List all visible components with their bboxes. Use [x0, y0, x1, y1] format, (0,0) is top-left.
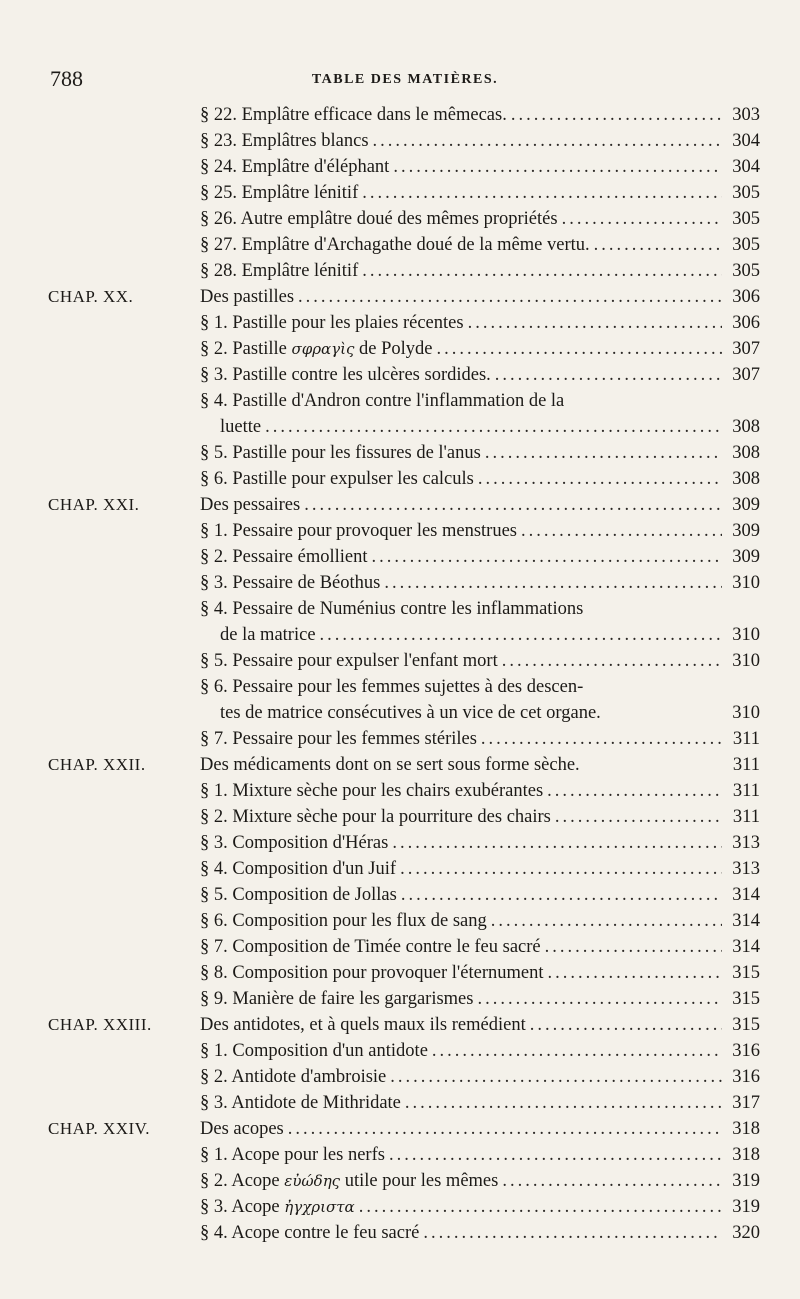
section-title: § 3. Composition d'Héras	[200, 833, 389, 853]
page-ref: 305	[732, 261, 760, 281]
section-title: § 6. Composition pour les flux de sang	[200, 911, 487, 931]
section-title: § 26. Autre emplâtre doué des mêmes propriétés	[200, 209, 558, 229]
page-ref: 306	[732, 313, 760, 333]
toc-row	[48, 1220, 760, 1246]
section-entry	[200, 154, 760, 180]
page-ref: 310	[732, 573, 760, 593]
page-ref: 314	[732, 937, 760, 957]
page-ref: 309	[732, 521, 760, 541]
section-title: § 4. Pessaire de Numénius contre les inflammations	[200, 599, 584, 619]
page-ref: 313	[732, 833, 760, 853]
dot-leader	[562, 206, 722, 232]
toc-row	[48, 180, 760, 206]
page-ref: 316	[732, 1067, 760, 1087]
toc-row	[48, 492, 760, 518]
page-ref: 310	[732, 651, 760, 671]
dot-leader	[468, 310, 722, 336]
section-entry	[200, 1168, 760, 1194]
dot-leader	[298, 284, 722, 310]
page-ref: 304	[732, 157, 760, 177]
chapter-entry	[200, 1116, 760, 1142]
toc-row	[48, 726, 760, 752]
toc-row	[48, 154, 760, 180]
section-entry	[200, 362, 760, 388]
page-ref: 305	[732, 209, 760, 229]
dot-leader	[392, 830, 722, 856]
section-entry	[200, 128, 760, 154]
section-title: § 5. Pastille pour les fissures de l'anus	[200, 443, 481, 463]
dot-leader	[359, 1194, 722, 1220]
toc-row	[48, 258, 760, 284]
dot-leader	[432, 1038, 722, 1064]
section-title-text: § 3. Acope	[200, 1197, 280, 1217]
page-ref: 320	[732, 1223, 760, 1243]
section-title-text: de Polyde	[359, 339, 433, 359]
toc-row	[48, 700, 760, 726]
page-ref: 308	[732, 469, 760, 489]
page-ref: 309	[732, 495, 760, 515]
page-ref: 311	[732, 807, 760, 827]
page-ref: 310	[732, 703, 760, 723]
toc-row	[48, 1194, 760, 1220]
section-entry	[200, 258, 760, 284]
section-entry	[200, 960, 760, 986]
dot-leader	[400, 856, 722, 882]
dot-leader	[401, 882, 722, 908]
section-title: § 3. Antidote de Mithridate	[200, 1093, 401, 1113]
toc-row	[48, 934, 760, 960]
section-title: § 1. Pessaire pour provoquer les menstrues	[200, 521, 518, 541]
section-title-text: § 2. Pastille	[200, 339, 287, 359]
chapter-entry	[200, 284, 760, 310]
section-entry	[200, 336, 760, 362]
toc-row	[48, 570, 760, 596]
page-ref: 305	[732, 183, 760, 203]
page-ref: 307	[732, 365, 760, 385]
section-entry	[200, 986, 760, 1012]
section-entry	[200, 310, 760, 336]
section-entry	[200, 1194, 760, 1220]
page-number: 788	[50, 66, 83, 91]
page-ref: 307	[732, 339, 760, 359]
section-title: § 7. Pessaire pour les femmes stériles	[200, 729, 477, 749]
section-entry	[200, 180, 760, 206]
chapter-number: CHAP. XX.	[48, 287, 134, 306]
chapter-number: CHAP. XXIV.	[48, 1119, 151, 1138]
section-title: § 1. Composition d'un antidote	[200, 1041, 428, 1061]
page-ref: 318	[732, 1145, 760, 1165]
dot-leader	[390, 1064, 722, 1090]
section-title: § 22. Emplâtre efficace dans le mêmecas.	[200, 105, 507, 125]
section-entry	[200, 856, 760, 882]
toc-row	[48, 1090, 760, 1116]
dot-leader	[288, 1116, 722, 1142]
chapter-entry	[200, 492, 760, 518]
page-ref: 314	[732, 885, 760, 905]
section-title: § 24. Emplâtre d'éléphant	[200, 157, 390, 177]
section-continuation	[220, 622, 760, 648]
toc-row	[48, 674, 760, 700]
page-ref: 315	[732, 1015, 760, 1035]
section-entry	[200, 102, 760, 128]
page-ref: 316	[732, 1041, 760, 1061]
toc-row	[48, 362, 760, 388]
page-ref: 311	[732, 729, 760, 749]
page-ref: 314	[732, 911, 760, 931]
dot-leader	[389, 1142, 722, 1168]
toc-row	[48, 336, 760, 362]
chapter-title: Des médicaments dont on se sert sous forme sèche.	[200, 755, 580, 775]
section-entry	[200, 544, 760, 570]
page-ref: 313	[732, 859, 760, 879]
toc-row	[48, 518, 760, 544]
dot-leader	[362, 258, 722, 284]
section-title: § 3. Pastille contre les ulcères sordides.	[200, 365, 491, 385]
section-entry	[200, 1038, 760, 1064]
toc-row	[48, 908, 760, 934]
page-ref: 306	[732, 287, 760, 307]
section-entry	[200, 518, 760, 544]
dot-leader	[372, 544, 723, 570]
section-entry	[200, 830, 760, 856]
section-title	[200, 1168, 498, 1194]
dot-leader	[393, 154, 722, 180]
section-title: tes de matrice consécutives à un vice de cet organe.	[220, 703, 601, 723]
dot-leader	[478, 466, 722, 492]
toc-row	[48, 1064, 760, 1090]
toc-row	[48, 206, 760, 232]
dot-leader	[320, 622, 722, 648]
page-ref: 319	[732, 1197, 760, 1217]
section-entry	[200, 648, 760, 674]
section-title: § 8. Composition pour provoquer l'éternument	[200, 963, 544, 983]
page-ref: 305	[732, 235, 760, 255]
section-title	[200, 1194, 355, 1220]
page-ref: 310	[732, 625, 760, 645]
section-continuation	[220, 414, 760, 440]
section-entry	[200, 804, 760, 830]
chapter-title: Des antidotes, et à quels maux ils remédient	[200, 1015, 526, 1035]
section-entry	[200, 908, 760, 934]
toc-row	[48, 128, 760, 154]
page-ref: 303	[732, 105, 760, 125]
page-ref: 311	[732, 781, 760, 801]
chapter-number: CHAP. XXI.	[48, 495, 140, 514]
toc-row	[48, 544, 760, 570]
dot-leader	[521, 518, 722, 544]
page-ref: 317	[732, 1093, 760, 1113]
dot-leader	[594, 232, 722, 258]
dot-leader	[530, 1012, 722, 1038]
page-ref: 319	[732, 1171, 760, 1191]
toc-row	[48, 232, 760, 258]
dot-leader	[485, 440, 722, 466]
toc-row	[48, 804, 760, 830]
toc-row	[48, 1116, 760, 1142]
section-entry	[200, 440, 760, 466]
toc-row	[48, 648, 760, 674]
page-ref: 315	[732, 989, 760, 1009]
section-title: § 6. Pessaire pour les femmes sujettes à des descen-	[200, 677, 584, 697]
section-entry	[200, 882, 760, 908]
toc-row	[48, 414, 760, 440]
section-entry	[200, 1090, 760, 1116]
section-title: § 2. Antidote d'ambroisie	[200, 1067, 387, 1087]
toc-row	[48, 466, 760, 492]
table-of-contents	[48, 102, 760, 1246]
chapter-entry	[200, 1012, 760, 1038]
section-title: § 25. Emplâtre lénitif	[200, 183, 359, 203]
section-entry	[200, 570, 760, 596]
toc-row	[48, 284, 760, 310]
chapter-title: Des acopes	[200, 1119, 284, 1139]
greek-word: ἠγχριστα	[284, 1198, 355, 1216]
dot-leader	[304, 492, 722, 518]
dot-leader	[547, 778, 722, 804]
chapter-title: Des pastilles	[200, 287, 295, 307]
dot-leader	[477, 986, 722, 1012]
toc-row	[48, 830, 760, 856]
section-title-text: § 2. Acope	[200, 1171, 280, 1191]
page-ref: 308	[732, 443, 760, 463]
section-title: § 28. Emplâtre lénitif	[200, 261, 359, 281]
section-title: § 2. Pessaire émollient	[200, 547, 368, 567]
dot-leader	[265, 414, 722, 440]
toc-row	[48, 102, 760, 128]
page-ref: 318	[732, 1119, 760, 1139]
toc-row	[48, 440, 760, 466]
section-entry	[200, 726, 760, 752]
section-title: § 9. Manière de faire les gargarismes	[200, 989, 474, 1009]
toc-row	[48, 388, 760, 414]
section-title	[200, 336, 433, 362]
dot-leader	[491, 908, 722, 934]
toc-row	[48, 960, 760, 986]
chapter-entry	[200, 752, 760, 778]
section-title: § 1. Pastille pour les plaies récentes	[200, 313, 464, 333]
toc-row	[48, 1012, 760, 1038]
section-entry	[200, 934, 760, 960]
dot-leader	[511, 102, 722, 128]
dot-leader	[502, 1168, 722, 1194]
section-entry	[200, 466, 760, 492]
section-title: § 1. Acope pour les nerfs	[200, 1145, 385, 1165]
section-continuation	[220, 700, 760, 726]
running-title: TABLE DES MATIÈRES.	[311, 72, 499, 87]
page-ref: 309	[732, 547, 760, 567]
dot-leader	[481, 726, 722, 752]
toc-row	[48, 1038, 760, 1064]
section-entry	[200, 1220, 760, 1246]
dot-leader	[423, 1220, 722, 1246]
toc-row	[48, 310, 760, 336]
toc-row	[48, 1142, 760, 1168]
section-title: § 4. Acope contre le feu sacré	[200, 1223, 420, 1243]
page-ref: 304	[732, 131, 760, 151]
section-title: § 2. Mixture sèche pour la pourriture des chairs	[200, 807, 551, 827]
dot-leader	[405, 1090, 722, 1116]
toc-row	[48, 856, 760, 882]
section-entry	[200, 206, 760, 232]
section-title: § 7. Composition de Timée contre le feu sacré	[200, 937, 541, 957]
dot-leader	[502, 648, 722, 674]
dot-leader	[437, 336, 722, 362]
dot-leader	[362, 180, 722, 206]
dot-leader	[373, 128, 722, 154]
section-title: de la matrice	[220, 625, 316, 645]
section-title-text: utile pour les mêmes	[344, 1171, 499, 1191]
section-title: § 6. Pastille pour expulser les calculs	[200, 469, 474, 489]
page-header	[50, 66, 760, 96]
page-ref: 308	[732, 417, 760, 437]
chapter-number: CHAP. XXIII.	[48, 1015, 152, 1034]
section-entry	[200, 232, 760, 258]
section-title: luette	[220, 417, 262, 437]
toc-row	[48, 986, 760, 1012]
page-ref: 315	[732, 963, 760, 983]
toc-row	[48, 596, 760, 622]
section-entry	[200, 1142, 760, 1168]
dot-leader	[495, 362, 722, 388]
dot-leader	[545, 934, 722, 960]
toc-row	[48, 778, 760, 804]
chapter-number: CHAP. XXII.	[48, 755, 146, 774]
page-ref: 311	[732, 755, 760, 775]
section-title: § 23. Emplâtres blancs	[200, 131, 369, 151]
toc-row	[48, 622, 760, 648]
section-title: § 4. Pastille d'Andron contre l'inflammation de la	[200, 391, 565, 411]
section-entry	[200, 1064, 760, 1090]
dot-leader	[384, 570, 722, 596]
toc-row	[48, 882, 760, 908]
greek-word: σφραγὶς	[291, 340, 355, 358]
chapter-title: Des pessaires	[200, 495, 301, 515]
section-title: § 5. Pessaire pour expulser l'enfant mort	[200, 651, 498, 671]
section-title: § 1. Mixture sèche pour les chairs exubérantes	[200, 781, 544, 801]
dot-leader	[555, 804, 722, 830]
section-title: § 5. Composition de Jollas	[200, 885, 397, 905]
dot-leader	[547, 960, 722, 986]
section-title: § 4. Composition d'un Juif	[200, 859, 397, 879]
toc-row	[48, 752, 760, 778]
section-title: § 3. Pessaire de Béothus	[200, 573, 381, 593]
section-entry	[200, 778, 760, 804]
toc-row	[48, 1168, 760, 1194]
greek-word: εὐώδης	[284, 1172, 341, 1190]
section-title: § 27. Emplâtre d'Archagathe doué de la même vertu.	[200, 235, 590, 255]
